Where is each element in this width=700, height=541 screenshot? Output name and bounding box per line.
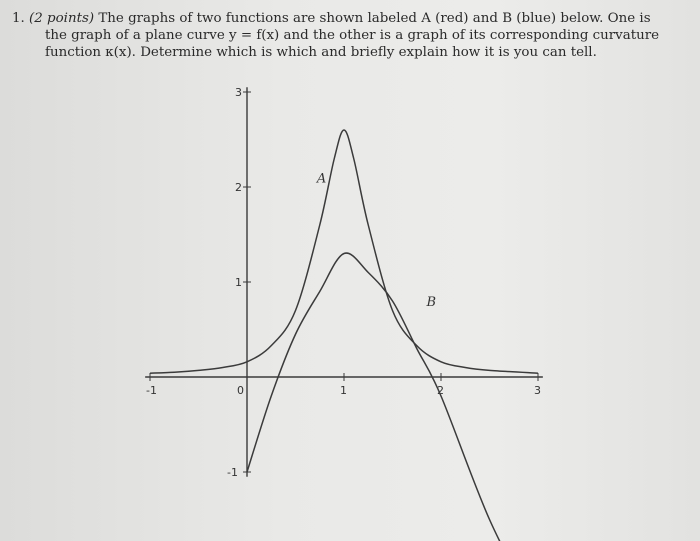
y-tick-label: 2 [235,181,242,194]
x-tick-label: 0 [237,384,244,397]
x-tick-label: 2 [437,384,444,397]
x-tick-label: 3 [534,384,541,397]
y-tick-label: 1 [235,276,242,289]
series-A-line [150,130,538,373]
problem-number: 1. [12,11,25,26]
series-B-label: B [426,294,437,310]
curves [150,130,538,541]
problem-line-3: function κ(x). Determine which is which and briefly explain how it is you can tell. [45,45,597,60]
axes [145,87,543,477]
series-A-label: A [316,171,327,187]
problem-line-2: the graph of a plane curve y = f(x) and the other is a graph of its corresponding curvature [45,28,660,43]
problem-text-line-1: The graphs of two functions are shown labeled A (red) and B (blue) below. One is [98,11,651,26]
curve-labels [316,171,436,310]
problem-points: (2 points) [29,11,95,26]
y-tick-label: 3 [235,86,242,99]
x-tick-label: -1 [146,384,157,397]
x-tick-label: 1 [340,384,347,397]
series-B-line [247,253,538,541]
y-tick-label: -1 [227,466,238,479]
axis-ticks [146,86,541,479]
